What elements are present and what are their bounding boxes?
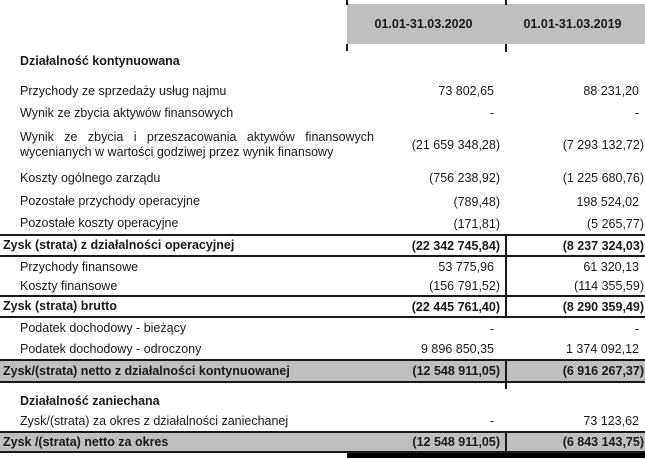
row-label: Podatek dochodowy - bieżący <box>20 321 187 336</box>
value-2019: (114 355,59) <box>574 279 644 293</box>
column-divider-tick <box>505 0 507 5</box>
row-label-line1: Wynik ze zbycia i przeszacowania aktywów finansowych <box>20 130 374 145</box>
row-label: Koszty finansowe <box>20 278 118 293</box>
section-label: Działalność kontynuowana <box>20 53 180 68</box>
value-2019: - <box>634 106 639 120</box>
row-label: Zysk (strata) brutto <box>3 299 117 314</box>
value-2019: (6 843 143,75) <box>562 435 644 449</box>
table-header-row <box>0 4 645 44</box>
table-row-revaluation-financial-assets <box>0 124 645 166</box>
value-2019: 198 524,02 <box>576 194 639 209</box>
value-2020: 9 896 850,35 <box>421 342 494 356</box>
value-2019: (8 237 324,03) <box>562 238 644 253</box>
total-row-operating-profit <box>0 234 645 257</box>
row-label: Zysk (strata) z działalności operacyjnej <box>3 238 235 253</box>
table-row-other-operating-costs <box>0 213 645 234</box>
value-2019: 73 123,62 <box>583 414 639 428</box>
column-divider-line <box>505 359 507 389</box>
value-2019: (6 916 267,37) <box>562 364 644 378</box>
row-label <box>0 130 374 160</box>
section-label: Działalność zaniechana <box>20 393 160 408</box>
value-2019: (8 290 359,49) <box>562 299 644 314</box>
row-label: Pozostałe przychody operacyjne <box>20 194 200 209</box>
table-row-other-operating-income <box>0 190 645 213</box>
row-label: Zysk/(strata) netto z działalności kontynuowanej <box>3 363 290 378</box>
row-label: Pozostałe koszty operacyjne <box>20 216 179 231</box>
value-2019: (5 265,77) <box>587 216 644 231</box>
row-label: Zysk /(strata) netto za okres <box>3 434 169 449</box>
value-2020: (22 445 761,40) <box>411 299 500 314</box>
value-2019: 88 231,20 <box>583 84 639 98</box>
value-2020: 53 775,96 <box>438 260 494 274</box>
table-row-rental-revenue <box>0 80 645 102</box>
row-label: Podatek dochodowy - odroczony <box>20 341 202 356</box>
table-row-financial-costs <box>0 277 645 295</box>
bottom-border-bar <box>347 453 645 458</box>
row-label: Koszty ogólnego zarządu <box>20 170 161 185</box>
value-2020: (12 548 911,05) <box>412 435 500 449</box>
row-label: Przychody ze sprzedaży usług najmu <box>20 83 227 98</box>
row-label: Wynik ze zbycia aktywów finansowych <box>20 105 234 120</box>
table-row-general-admin-costs <box>0 166 645 190</box>
row-label: Przychody finansowe <box>20 259 139 274</box>
section-row-continuing-operations <box>0 50 645 72</box>
value-2020: - <box>489 321 494 336</box>
column-divider-tick <box>505 44 507 52</box>
row-label-line2: wycenianych w wartości godziwej przez wynik finansowy <box>20 145 334 159</box>
column-header-2019: 01.01-31.03.2019 <box>500 4 645 44</box>
value-2020: (21 659 348,28) <box>411 138 500 152</box>
value-2020: (22 342 745,84) <box>411 238 500 253</box>
table-row-financial-income <box>0 257 645 277</box>
row-label: Zysk/(strata) za okres z działalności zaniechanej <box>20 413 289 428</box>
total-row-gross-profit <box>0 295 645 318</box>
value-2019: (7 293 132,72) <box>562 138 644 152</box>
value-2019: (1 225 680,76) <box>562 171 644 185</box>
column-divider-line <box>505 234 507 318</box>
value-2020: (756 238,92) <box>429 171 500 185</box>
table-row-deferred-income-tax <box>0 339 645 359</box>
total-row-net-profit-continuing <box>0 359 645 383</box>
section-row-discontinued-operations <box>0 391 645 411</box>
value-2020: (789,48) <box>453 194 500 209</box>
value-2020: (12 548 911,05) <box>412 364 500 378</box>
value-2019: - <box>634 321 639 336</box>
column-divider-tick <box>346 0 348 5</box>
total-row-net-profit-period <box>0 431 645 453</box>
value-2020: (156 791,52) <box>429 279 500 293</box>
value-2020: 73 802,65 <box>438 84 494 98</box>
value-2019: 1 374 092,12 <box>566 342 639 356</box>
value-2020: - <box>489 106 494 120</box>
value-2020: (171,81) <box>453 216 500 231</box>
table-row-profit-discontinued <box>0 411 645 431</box>
column-divider-tick <box>346 44 348 51</box>
column-header-2020: 01.01-31.03.2020 <box>347 4 500 44</box>
table-row-current-income-tax <box>0 318 645 339</box>
table-row-disposal-financial-assets <box>0 102 645 124</box>
value-2019: 61 320,13 <box>583 260 639 274</box>
value-2020: - <box>489 414 494 428</box>
